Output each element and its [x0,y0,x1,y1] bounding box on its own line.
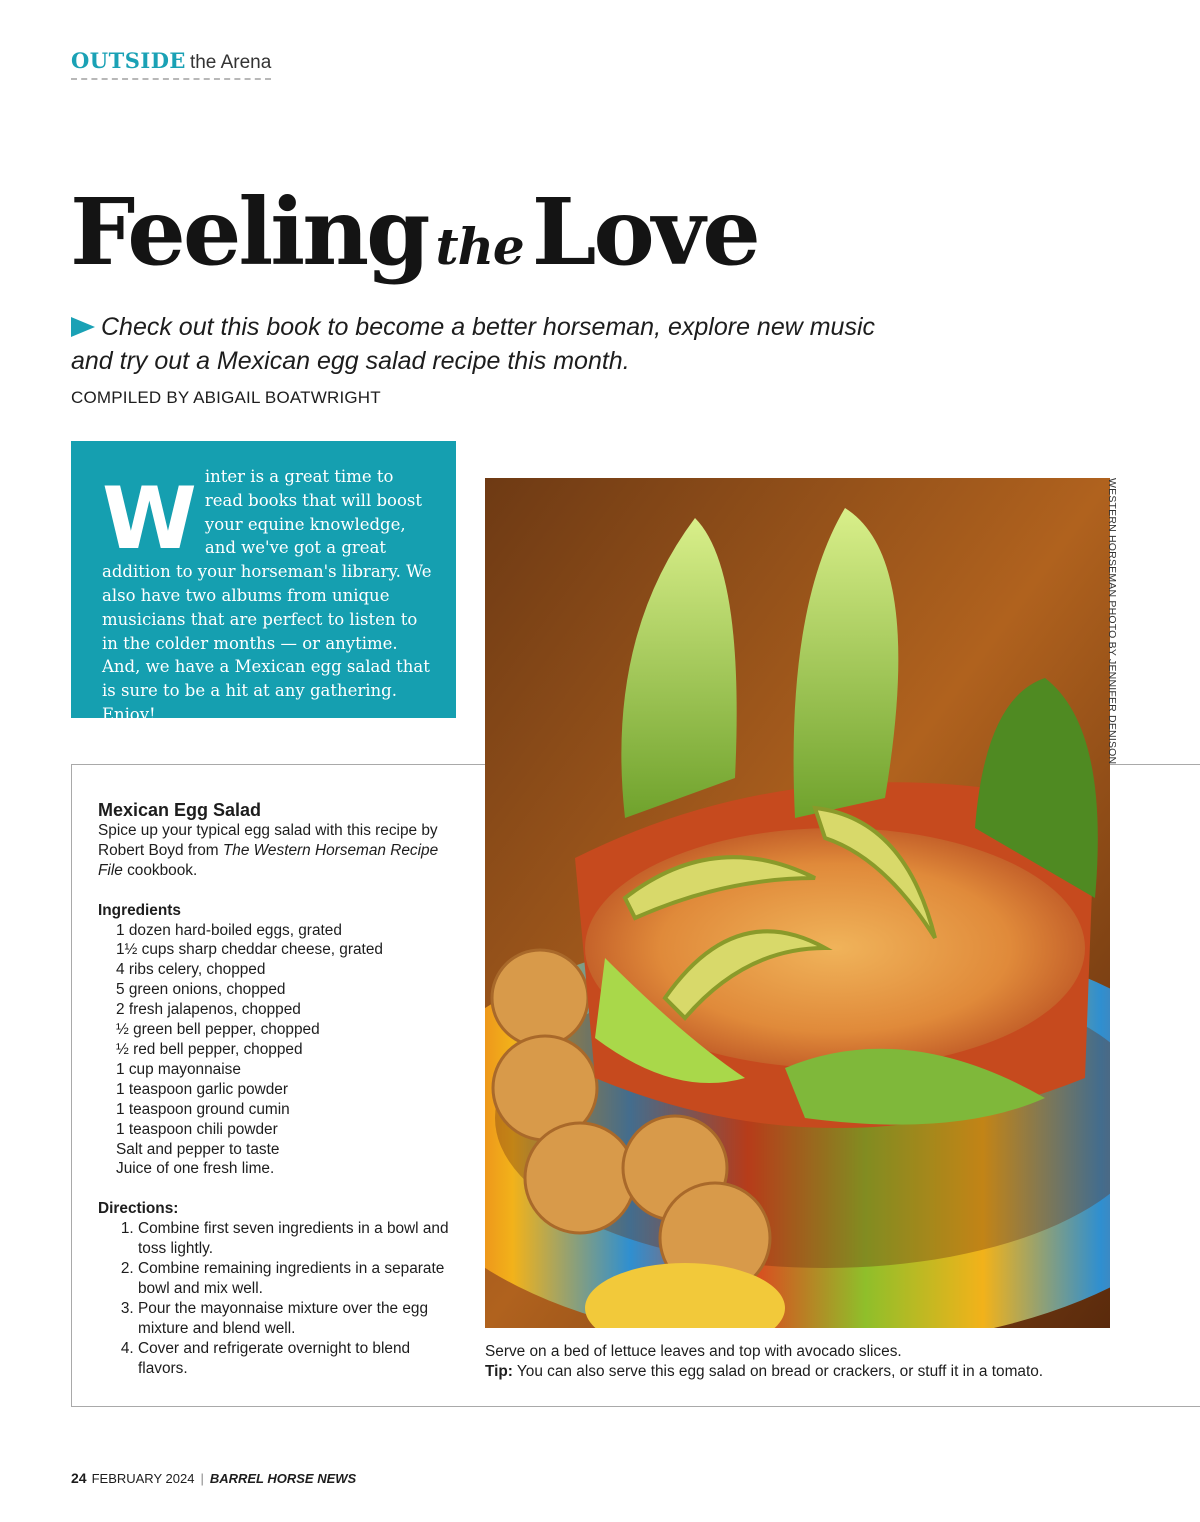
article-title [70,178,758,286]
recipe-description [98,821,458,881]
recipe-panel [98,801,458,1378]
intro-box [71,441,456,724]
ingredients-list [98,921,458,1180]
title-word-love: Love [531,178,758,286]
caption-tip [485,1362,1185,1382]
ingredients-heading: Ingredients [98,901,181,919]
egg-salad-photo [485,478,1110,1328]
tip-text: You can also serve this egg salad on bread or crackers, or stuff it in a tomato. [512,1363,1044,1380]
intro-text: inter is a great time to read books that will boost your equine knowledge, and we've got a great addition to your horseman's library. We also have two albums from unique musicians that are perfect to listen to in the colder months — or anytime. And, we have a Mexican egg salad that is sure to be a hit at any gathering. Enjoy! [102,467,432,724]
tip-label: Tip: [485,1363,513,1380]
article-deck [71,310,921,378]
issue-date: FEBRUARY 2024 [91,1471,195,1486]
magazine-name: BARREL HORSE NEWS [209,1471,357,1486]
page-number: 24 [71,1470,87,1486]
arrow-icon [71,317,95,337]
section-divider [71,78,271,80]
section-header [71,48,271,80]
ingredient-item: 1 dozen hard-boiled eggs, grated [116,921,342,939]
ingredient-item: 5 green onions, chopped [116,981,286,999]
section-name: OUTSIDE [71,48,186,73]
drop-cap: W [102,469,191,569]
direction-step: 4. Cover and refrigerate overnight to blend flavors. [138,1339,458,1379]
ingredient-item: 2 fresh jalapenos, chopped [116,1001,301,1019]
ingredient-item: 1 teaspoon garlic powder [116,1080,288,1098]
ingredient-item: ½ green bell pepper, chopped [116,1021,320,1039]
photo-caption [485,1342,1185,1382]
ingredient-item: 1 cup mayonnaise [116,1060,241,1078]
direction-step: 1. Combine first seven ingredients in a bowl and toss lightly. [138,1219,458,1259]
ingredient-item: 4 ribs celery, chopped [116,961,266,979]
section-subname: the Arena [189,52,272,73]
recipe-desc-text: Spice up your typical egg salad with this recipe by Robert Boyd from [98,821,438,859]
recipe-desc-end: cookbook. [122,861,198,879]
deck-text: Check out this book to become a better horseman, explore new music and try out a Mexican egg salad recipe this month. [71,313,876,375]
direction-step: 2. Combine remaining ingredients in a separate bowl and mix well. [138,1259,458,1299]
direction-step: 3. Pour the mayonnaise mixture over the egg mixture and blend well. [138,1299,458,1339]
footer-separator: | [200,1471,204,1486]
recipe-book-title: The Western Horseman Recipe File [98,841,439,879]
photo-credit: WESTERN HORSEMAN PHOTO BY JENNIFER DENISON [1106,478,1118,765]
ingredient-item: 1 teaspoon ground cumin [116,1100,290,1118]
directions-heading: Directions: [98,1200,179,1218]
ingredient-item: Salt and pepper to taste [116,1140,280,1158]
ingredient-item: 1½ cups sharp cheddar cheese, grated [116,941,383,959]
title-word-the: the [435,217,524,276]
page-footer [71,1470,356,1486]
directions-list [98,1219,458,1378]
ingredient-item: 1 teaspoon chili powder [116,1120,278,1138]
ingredient-item: Juice of one fresh lime. [116,1160,275,1178]
byline: COMPILED BY ABIGAIL BOATWRIGHT [71,388,381,407]
caption-line: Serve on a bed of lettuce leaves and top with avocado slices. [485,1343,902,1360]
ingredient-item: ½ red bell pepper, chopped [116,1040,303,1058]
recipe-title: Mexican Egg Salad [98,800,262,820]
title-word-feeling: Feeling [70,178,428,286]
